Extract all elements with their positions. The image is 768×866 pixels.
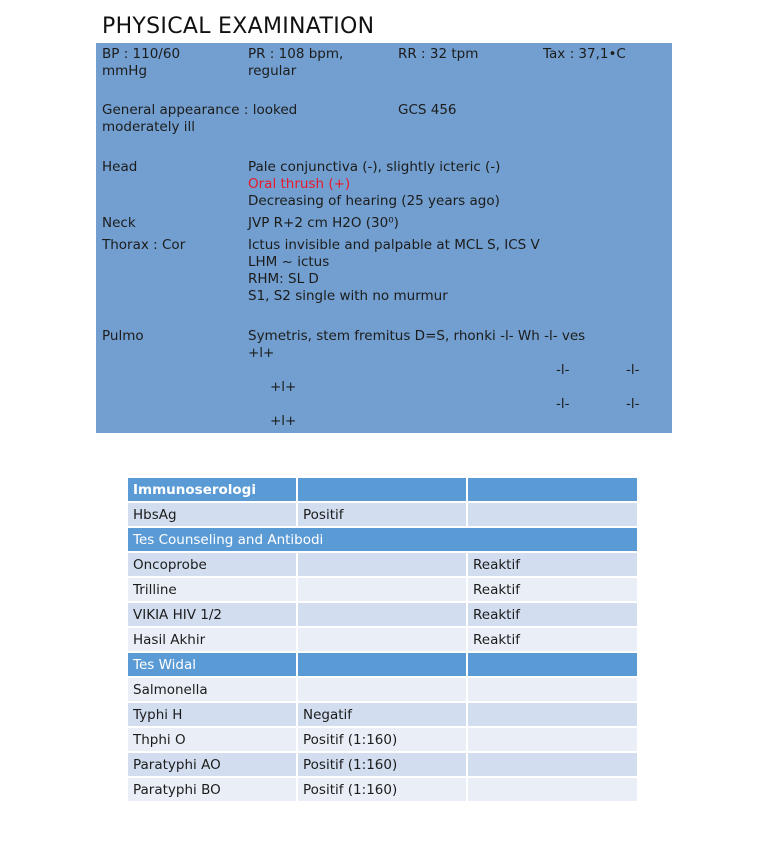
pulmo-ves-row2: -l-	[626, 362, 640, 378]
table-row	[128, 553, 637, 576]
lab-results-table	[126, 476, 639, 803]
table-cell-col1: HbsAg	[128, 503, 296, 526]
pulmo-wh-row2: -l-	[556, 362, 570, 378]
pulmo-wh-row3: -l-	[556, 396, 570, 412]
head-line3: Decreasing of hearing (25 years ago)	[248, 193, 500, 209]
pr-note: regular	[248, 63, 297, 79]
table-cell-col1: Oncoprobe	[128, 553, 296, 576]
table-cell-col3: Reaktif	[468, 603, 637, 626]
rr-value: RR : 32 tpm	[398, 46, 479, 62]
pulmo-line3: +l+	[270, 379, 297, 395]
table-row	[128, 628, 637, 651]
table-cell-col2	[298, 628, 466, 651]
table-cell-col1: Tes Counseling and Antibodi	[128, 528, 637, 551]
head-line2-highlight: Oral thrush (+)	[248, 176, 351, 192]
table-cell-col3	[468, 503, 637, 526]
table-row	[128, 503, 637, 526]
thorax-line2: LHM ~ ictus	[248, 254, 330, 270]
table-cell-col1: Thphi O	[128, 728, 296, 751]
table-row	[128, 728, 637, 751]
page-title: PHYSICAL EXAMINATION	[102, 14, 375, 39]
general-appearance-line2: moderately ill	[102, 119, 195, 135]
tax-value: Tax : 37,1•C	[543, 46, 626, 62]
general-appearance-line1: General appearance : looked	[102, 102, 298, 118]
table-cell-col2: Negatif	[298, 703, 466, 726]
thorax-label: Thorax : Cor	[102, 237, 186, 253]
table-cell-col3: Reaktif	[468, 553, 637, 576]
table-cell-col1: Immunoserologi	[128, 478, 296, 501]
table-section-header	[128, 478, 637, 501]
table-cell-col3	[468, 728, 637, 751]
gcs-value: GCS 456	[398, 102, 457, 118]
bp-unit: mmHg	[102, 63, 148, 79]
table-cell-col1: Tes Widal	[128, 653, 296, 676]
table-cell-col1: VIKIA HIV 1/2	[128, 603, 296, 626]
physical-exam-panel	[96, 43, 672, 433]
bp-value: BP : 110/60	[102, 46, 181, 62]
thorax-line1: Ictus invisible and palpable at MCL S, ICS V	[248, 237, 540, 253]
table-cell-col2	[298, 553, 466, 576]
table-cell-col3	[468, 678, 637, 701]
table-row	[128, 578, 637, 601]
pulmo-ves-row3: -l-	[626, 396, 640, 412]
table-cell-col2	[298, 478, 466, 501]
table-cell-col2: Positif (1:160)	[298, 778, 466, 801]
pulmo-line4: +l+	[270, 413, 297, 429]
table-cell-col2	[298, 678, 466, 701]
table-cell-col3: Reaktif	[468, 628, 637, 651]
table-cell-col2	[298, 603, 466, 626]
pr-value: PR : 108 bpm,	[248, 46, 344, 62]
table-cell-col2	[298, 578, 466, 601]
thorax-line3: RHM: SL D	[248, 271, 319, 287]
table-section-header	[128, 653, 637, 676]
table-cell-col2	[298, 653, 466, 676]
head-line1: Pale conjunctiva (-), slightly icteric (-)	[248, 159, 501, 175]
pulmo-line2: +l+	[248, 345, 275, 361]
table-cell-col1: Paratyphi BO	[128, 778, 296, 801]
table-cell-col3	[468, 778, 637, 801]
table-cell-col2: Positif	[298, 503, 466, 526]
table-row	[128, 703, 637, 726]
table-row	[128, 678, 637, 701]
table-cell-col1: Typhi H	[128, 703, 296, 726]
neck-label: Neck	[102, 215, 136, 231]
table-cell-col3: Reaktif	[468, 578, 637, 601]
table-cell-col1: Salmonella	[128, 678, 296, 701]
table-row	[128, 778, 637, 801]
table-cell-col2: Positif (1:160)	[298, 753, 466, 776]
pulmo-label: Pulmo	[102, 328, 144, 344]
thorax-line4: S1, S2 single with no murmur	[248, 288, 448, 304]
pulmo-line1: Symetris, stem fremitus D=S, rhonki -l- Wh -l- ves	[248, 328, 586, 344]
table-cell-col3	[468, 478, 637, 501]
table-section-header	[128, 528, 637, 551]
neck-value: JVP R+2 cm H2O (30⁰)	[248, 215, 399, 231]
table-cell-col2: Positif (1:160)	[298, 728, 466, 751]
table-cell-col3	[468, 653, 637, 676]
table-cell-col1: Trilline	[128, 578, 296, 601]
table-row	[128, 603, 637, 626]
table-cell-col3	[468, 703, 637, 726]
table-row	[128, 753, 637, 776]
table-cell-col1: Paratyphi AO	[128, 753, 296, 776]
table-cell-col1: Hasil Akhir	[128, 628, 296, 651]
head-label: Head	[102, 159, 138, 175]
table-cell-col3	[468, 753, 637, 776]
